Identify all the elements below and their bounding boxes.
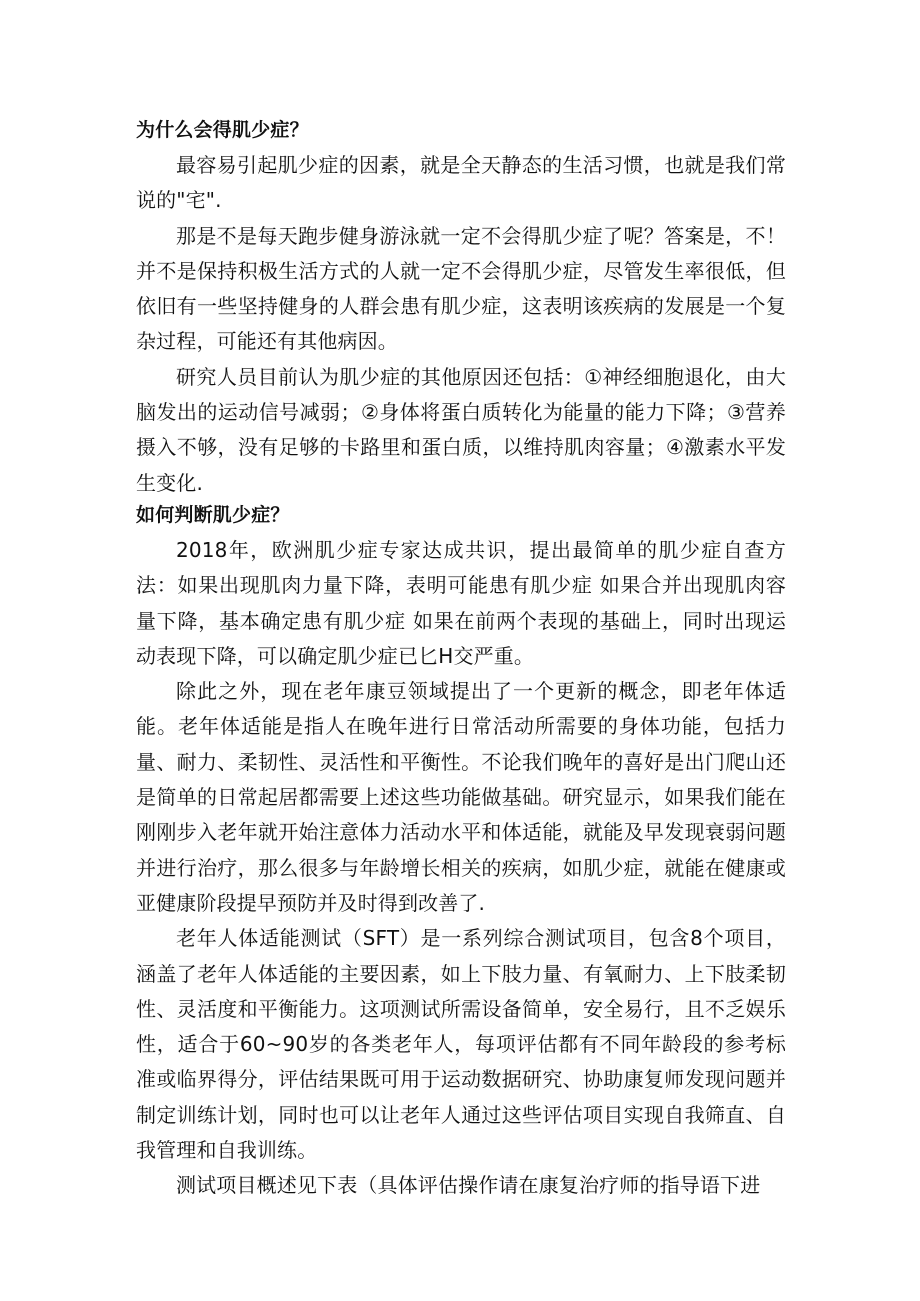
paragraph-diagnosis-consensus: 2018年，欧洲肌少症专家达成共识，提出最简单的肌少症自查方法：如果出现肌肉力量下降，表明可能患有肌少症 如果合并出现肌肉容量下降，基本确定患有肌少症 如果在前两个表现的基础上，同时出现运动表现下降，可以确定肌少症已匕H交严重。 (136, 537, 786, 668)
paragraph-cause-exercise: 那是不是每天跑步健身游泳就一定不会得肌少症了呢？答案是，不！并不是保持积极生活方式的人就一定不会得肌少症，尽管发生率很低，但依旧有一些坚持健身的人群会患有肌少症，这表明该疾病的发展是一个复杂过程，可能还有其他病因。 (136, 223, 786, 354)
paragraph-diagnosis-table-intro: 测试项目概述见下表（具体评估操作请在康复治疗师的指导语下进 (176, 1173, 761, 1198)
paragraph-diagnosis-fitness: 除此之外，现在老年康豆领域提出了一个更新的概念，即老年体适能。老年体适能是指人在晚年进行日常活动所需要的身体功能，包括力量、耐力、柔韧性、灵活性和平衡性。不论我们晚年的喜好是出门爬山还是简单的日常起居都需要上述这些功能做基础。研究显示，如果我们能在刚刚步入老年就开始注意体力活动水平和体适能，就能及早发现衰弱问题并进行治疗，那么很多与年龄增长相关的疾病，如肌少症，就能在健康或亚健康阶段提早预防并及时得到改善了. (136, 679, 786, 915)
paragraph-diagnosis-sft: 老年人体适能测试（SFT）是一系列综合测试项目，包含8个项目，涵盖了老年人体适能的主要因素，如上下肢力量、有氧耐力、上下肢柔韧性、灵活度和平衡能力。这项测试所需设备简单，安全易行，且不乏娱乐性，适合于60~90岁的各类老年人，每项评估都有不同年龄段的参考标准或临界得分，评估结果既可用于运动数据研究、协助康复师发现问题并制定训练计划，同时也可以让老年人通过这些评估项目实现自我筛直、自我管理和自我训练。 (136, 926, 786, 1163)
section-heading-causes: 为什么会得肌少症？ (136, 119, 309, 141)
paragraph-cause-other-reasons: 研究人员目前认为肌少症的其他原因还包括：①神经细胞退化，由大脑发出的运动信号减弱；②身体将蛋白质转化为能量的能力下降；③营养摄入不够，没有足够的卡路里和蛋白质，以维持肌肉容量；④激素水平发生变化. (136, 364, 786, 495)
paragraph-cause-sedentary: 最容易引起肌少症的因素，就是全天静态的生活习惯，也就是我们常说的"宅". (136, 153, 786, 213)
document-body (136, 116, 786, 1204)
section-heading-diagnosis: 如何判断肌少症？ (136, 503, 290, 526)
